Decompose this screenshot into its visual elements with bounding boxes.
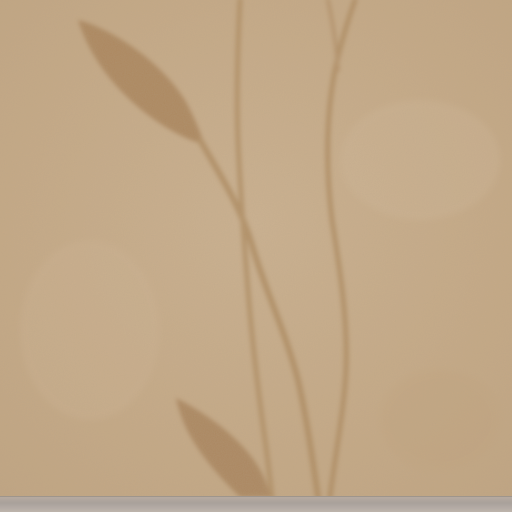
bottom-strip	[0, 497, 512, 512]
